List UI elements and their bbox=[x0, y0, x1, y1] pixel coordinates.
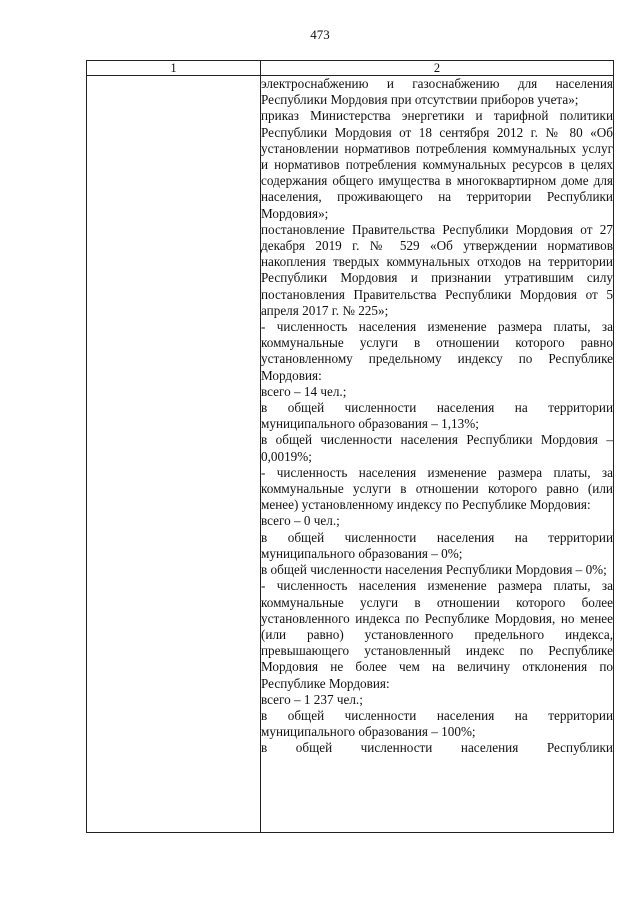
paragraph-share-republic-1: в общей численности населения Республики Мордовия – 0,0019%; bbox=[261, 432, 613, 464]
table-row bbox=[87, 76, 614, 833]
table-cell-col1 bbox=[87, 76, 261, 833]
paragraph-utilities-order-end: электроснабжению и газоснабжению для населения Республики Мордовия при отсутствии приборов учета»; bbox=[261, 76, 613, 108]
paragraph-share-republic-2: в общей численности населения Республики Мордовия – 0%; bbox=[261, 562, 607, 578]
paragraph-population-equal-or-less: - численность населения изменение размера платы, за коммунальные услуги в отношении которого равно (или менее) установленному индексу по Республике Мордовия: bbox=[261, 464, 613, 513]
table-cell-col2 bbox=[261, 76, 614, 833]
paragraph-share-republic-3: в общей численности населения Республики bbox=[261, 740, 613, 756]
paragraph-population-above-index: - численность населения изменение размера платы, за коммунальные услуги в отношении которого более установленного индекса по Республике Мордовия, но менее (или равно) установленного предельного индекса, превышающего установленный индекс по Республике Мордовия не более чем на величину отклонения по Республике Мордовия: bbox=[261, 578, 613, 691]
paragraph-population-equal-limit: - численность населения изменение размера платы, за коммунальные услуги в отношении которого равно установленному предельному индексу по Республике Мордовия: bbox=[261, 319, 613, 383]
page-number: 473 bbox=[310, 27, 330, 42]
paragraph-share-municipal-1: в общей численности населения на территории муниципального образования – 1,13%; bbox=[261, 400, 613, 432]
paragraph-government-resolution: постановление Правительства Республики Мордовия от 27 декабря 2019 г. № 529 «Об утверждении нормативов накопления твердых коммунальных отходов на территории Республики Мордовия и признании утратившим силу постановления Правительства Республики Мордовия от 5 апреля 2017 г. № 225»; bbox=[261, 221, 613, 318]
paragraph-total-0: всего – 0 чел.; bbox=[261, 513, 340, 529]
column-header-2: 2 bbox=[261, 61, 614, 76]
table-header-row bbox=[87, 61, 614, 76]
paragraph-ministry-order: приказ Министерства энергетики и тарифной политики Республики Мордовия от 18 сентября 2012 г. № 80 «Об установлении нормативов потребления коммунальных услуг и нормативов потребления коммунальных ресурсов в целях содержания общего имущества в многоквартирном доме для населения, проживающего на территории Республики Мордовия»; bbox=[261, 108, 613, 221]
paragraph-total-1237: всего – 1 237 чел.; bbox=[261, 691, 363, 707]
paragraph-share-municipal-3: в общей численности населения на территории муниципального образования – 100%; bbox=[261, 707, 613, 740]
paragraph-total-14: всего – 14 чел.; bbox=[261, 383, 347, 399]
column-header-1: 1 bbox=[87, 61, 261, 76]
document-table bbox=[86, 60, 614, 833]
paragraph-share-municipal-2: в общей численности населения на территории муниципального образования – 0%; bbox=[261, 529, 613, 561]
